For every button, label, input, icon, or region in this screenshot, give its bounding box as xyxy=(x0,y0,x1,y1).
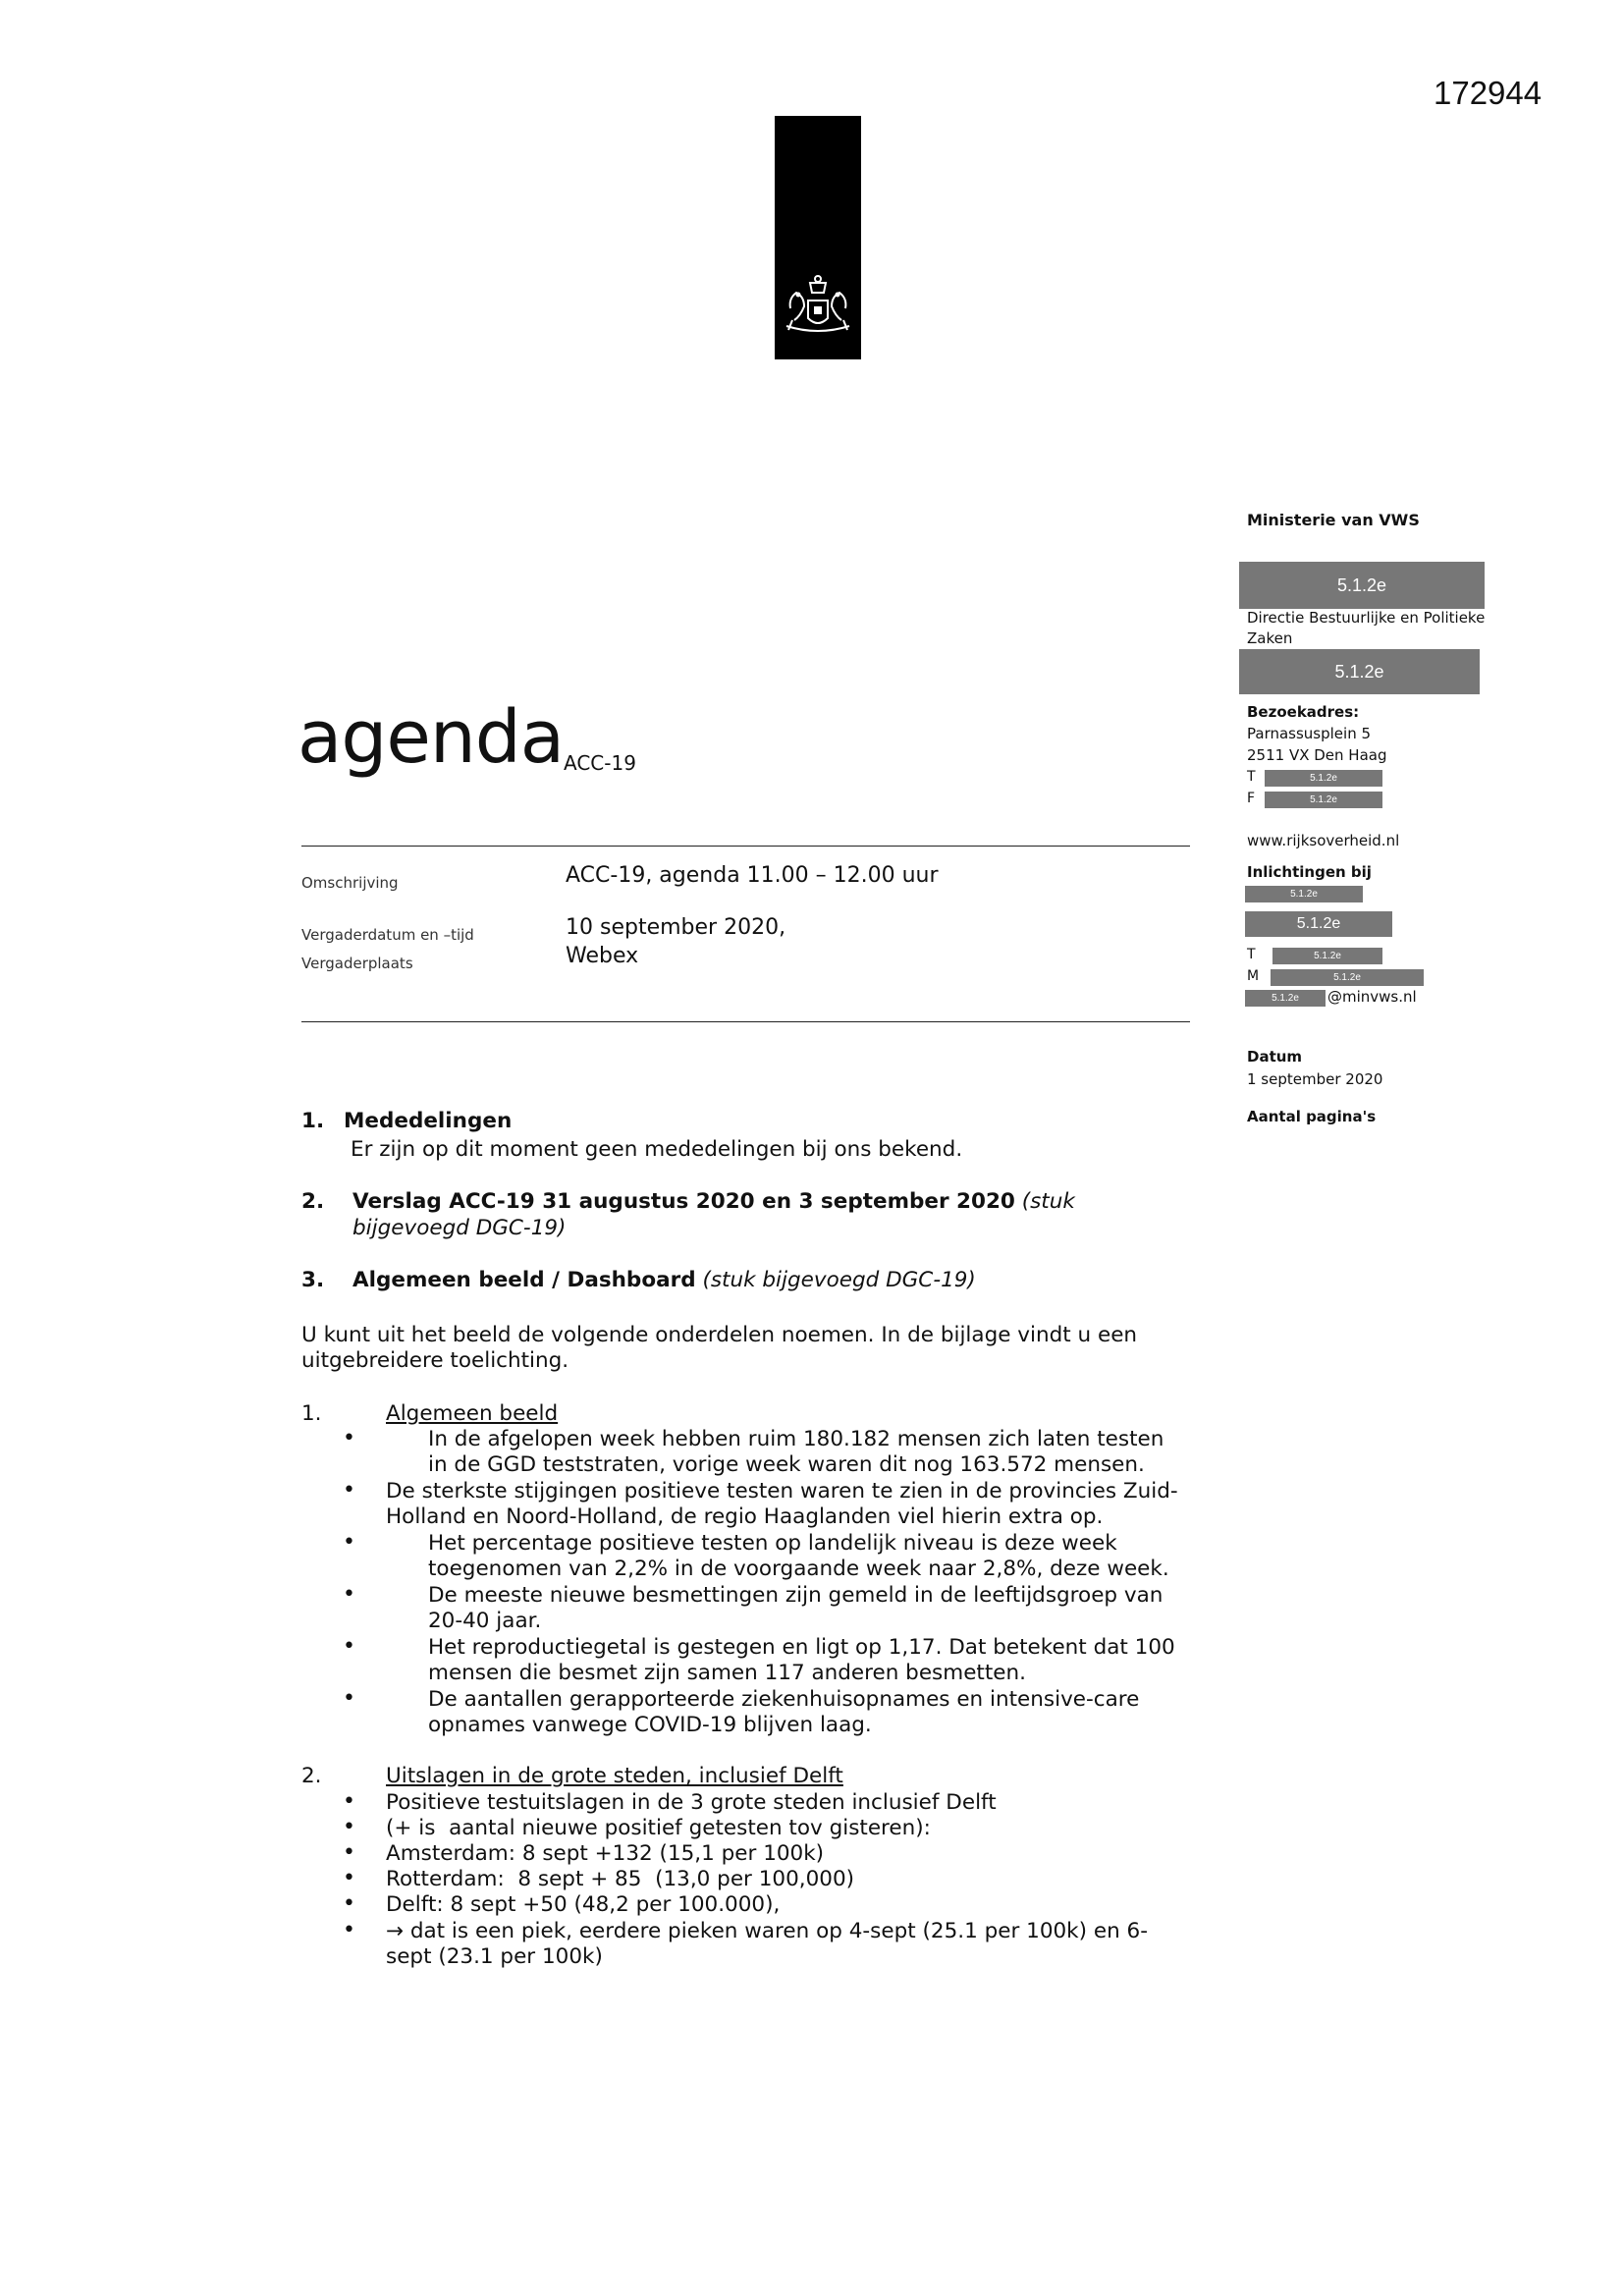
bullet-text: Delft: 8 sept +50 (48,2 per 100.000), xyxy=(386,1892,781,1917)
item-heading xyxy=(352,1189,1075,1215)
page-title: agenda xyxy=(298,695,565,780)
street-address: Parnassusplein 5 xyxy=(1247,725,1372,742)
bullet-text: mensen die besmet zijn samen 117 anderen besmetten. xyxy=(428,1661,1026,1685)
redaction-block: 5.1.2e xyxy=(1245,911,1392,937)
mobile-label: M xyxy=(1247,968,1260,984)
bullet-icon: • xyxy=(343,1478,355,1503)
bullet-text: Positieve testuitslagen in de 3 grote steden inclusief Delft xyxy=(386,1790,997,1815)
directorate-line: Zaken xyxy=(1247,629,1293,647)
section-heading: Algemeen beeld xyxy=(386,1401,559,1426)
item-number: 2. xyxy=(301,1189,325,1214)
bullet-text: opnames vanwege COVID-19 blijven laag. xyxy=(428,1713,872,1737)
redaction-block: 5.1.2e xyxy=(1272,948,1382,964)
bullet-icon: • xyxy=(343,1686,355,1711)
phone-label: T xyxy=(1247,769,1256,785)
bullet-text: De meeste nieuwe besmettingen zijn gemeld in de leeftijdsgroep van xyxy=(428,1583,1164,1608)
redaction-block: 5.1.2e xyxy=(1271,969,1424,986)
description-label: Omschrijving xyxy=(301,874,399,892)
description-value: ACC-19, agenda 11.00 – 12.00 uur xyxy=(566,863,939,888)
website-link[interactable]: www.rijksoverheid.nl xyxy=(1247,832,1400,849)
bullet-icon: • xyxy=(343,1866,355,1890)
bullet-text: De aantallen gerapporteerde ziekenhuisopnames en intensive-care xyxy=(428,1687,1140,1712)
item-heading xyxy=(352,1268,976,1293)
section-number: 1. xyxy=(301,1401,322,1426)
ministry-name: Ministerie van VWS xyxy=(1247,511,1420,529)
postal-address: 2511 VX Den Haag xyxy=(1247,746,1387,764)
title-code: ACC-19 xyxy=(564,751,636,775)
directorate-line: Directie Bestuurlijke en Politieke xyxy=(1247,609,1486,627)
divider xyxy=(301,1021,1190,1022)
item-number: 3. xyxy=(301,1268,325,1292)
bullet-text: (+ is aantal nieuwe positief getesten tov gisteren): xyxy=(386,1816,931,1840)
section-number: 2. xyxy=(301,1764,322,1788)
divider xyxy=(301,846,1190,847)
redaction-block: 5.1.2e xyxy=(1245,990,1326,1007)
redaction-block: 5.1.2e xyxy=(1245,886,1363,902)
bullet-text: → dat is een piek, eerdere pieken waren op 4-sept (25.1 per 100k) en 6- xyxy=(386,1919,1148,1943)
bullet-icon: • xyxy=(343,1634,355,1659)
bullet-icon: • xyxy=(343,1582,355,1607)
info-heading: Inlichtingen bij xyxy=(1247,863,1372,881)
bullet-text: Het reproductiegetal is gestegen en ligt op 1,17. Dat betekent dat 100 xyxy=(428,1635,1175,1660)
bullet-text: Het percentage positieve testen op landelijk niveau is deze week xyxy=(428,1531,1117,1556)
page-count-heading: Aantal pagina's xyxy=(1247,1108,1377,1125)
redaction-block: 5.1.2e xyxy=(1239,649,1480,694)
bullet-text: in de GGD teststraten, vorige week waren dit nog 163.572 mensen. xyxy=(428,1452,1145,1477)
meeting-date-label: Vergaderdatum en –tijd xyxy=(301,926,474,944)
bullet-icon: • xyxy=(343,1840,355,1865)
rijksoverheid-logo xyxy=(775,116,861,359)
bullet-text: In de afgelopen week hebben ruim 180.182 mensen zich laten testen xyxy=(428,1427,1164,1451)
coat-of-arms-icon xyxy=(775,116,861,359)
visit-address-heading: Bezoekadres: xyxy=(1247,703,1360,721)
item-note: (stuk xyxy=(1021,1189,1075,1214)
item-text: Er zijn op dit moment geen mededelingen bij ons bekend. xyxy=(351,1137,963,1162)
bullet-icon: • xyxy=(343,1891,355,1916)
date-value: 1 september 2020 xyxy=(1247,1070,1383,1088)
bullet-text: toegenomen van 2,2% in de voorgaande week naar 2,8%, deze week. xyxy=(428,1557,1169,1581)
bullet-icon: • xyxy=(343,1815,355,1839)
bullet-text: Holland en Noord-Holland, de regio Haaglanden viel hierin extra op. xyxy=(386,1504,1104,1529)
item-note: bijgevoegd DGC-19) xyxy=(352,1216,567,1240)
item-title: Algemeen beeld / Dashboard xyxy=(352,1268,696,1292)
item-title: Verslag ACC-19 31 augustus 2020 en 3 september 2020 xyxy=(352,1189,1015,1214)
email-domain: @minvws.nl xyxy=(1327,988,1417,1006)
bullet-icon: • xyxy=(343,1426,355,1450)
item-note: (stuk bijgevoegd DGC-19) xyxy=(702,1268,976,1292)
bullet-text: Rotterdam: 8 sept + 85 (13,0 per 100,000) xyxy=(386,1867,855,1891)
bullet-text: De sterkste stijgingen positieve testen waren te zien in de provincies Zuid- xyxy=(386,1479,1178,1503)
bullet-icon: • xyxy=(343,1789,355,1814)
document-number: 172944 xyxy=(1434,75,1543,111)
item-number: 1. xyxy=(301,1109,325,1133)
date-heading: Datum xyxy=(1247,1048,1303,1066)
bullet-text: sept (23.1 per 100k) xyxy=(386,1944,603,1969)
item-title: Mededelingen xyxy=(344,1109,513,1133)
bullet-text: Amsterdam: 8 sept +132 (15,1 per 100k) xyxy=(386,1841,825,1866)
fax-label: F xyxy=(1247,791,1256,806)
intro-line: U kunt uit het beeld de volgende onderdelen noemen. In de bijlage vindt u een xyxy=(301,1323,1138,1347)
meeting-date-value: 10 september 2020, xyxy=(566,915,786,940)
meeting-place-value: Webex xyxy=(566,944,639,968)
bullet-text: 20-40 jaar. xyxy=(428,1609,542,1633)
redaction-block: 5.1.2e xyxy=(1239,562,1485,609)
redaction-block: 5.1.2e xyxy=(1265,770,1382,787)
bullet-icon: • xyxy=(343,1530,355,1555)
meeting-place-label: Vergaderplaats xyxy=(301,955,413,972)
bullet-icon: • xyxy=(343,1918,355,1942)
intro-line: uitgebreidere toelichting. xyxy=(301,1348,569,1373)
section-heading: Uitslagen in de grote steden, inclusief Delft xyxy=(386,1764,843,1788)
phone-label: T xyxy=(1247,947,1256,962)
redaction-block: 5.1.2e xyxy=(1265,792,1382,808)
